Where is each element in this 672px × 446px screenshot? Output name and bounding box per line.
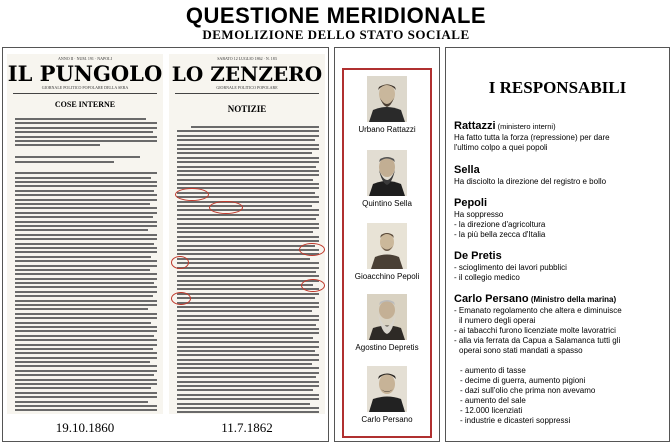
highlight-circle-persano-2	[171, 292, 191, 305]
entry-line: Ha soppresso	[454, 210, 504, 219]
highlight-circle-depretis-2	[171, 256, 189, 269]
rattazzi-picture	[367, 76, 407, 122]
entry-persano	[454, 293, 669, 426]
newspaper-zenzero: SABATO 12 LUGLIO 1862 · N. 183 LO ZENZERO GIORNALE POLITICO POPOLARE NOTIZIE	[169, 54, 325, 414]
section-zenzero: NOTIZIE	[227, 104, 267, 114]
persano-picture	[367, 366, 407, 412]
entry-name: Rattazzi	[454, 120, 496, 132]
entry-line: - aumento di tasse	[460, 366, 526, 375]
entry-line: - dazi sull'olio che prima non avevamo	[460, 386, 596, 395]
portrait-rattazzi	[344, 76, 430, 134]
entry-line: - 12.000 licenziati	[460, 406, 523, 415]
depretis-picture	[367, 294, 407, 340]
newspapers-panel	[2, 47, 329, 442]
entry-line: - aumento del sale	[460, 396, 526, 405]
entry-line: - la più bella zecca d'Italia	[454, 230, 546, 239]
portraits-frame	[342, 68, 432, 438]
entry-line: - il collegio medico	[454, 273, 520, 282]
portrait-name: Quintino Sella	[362, 199, 412, 208]
entry-pepoli	[454, 197, 669, 240]
entry-line: - scioglimento dei lavori pubblici	[454, 263, 567, 272]
entry-name: De Pretis	[454, 250, 502, 262]
tagline-zenzero: GIORNALE POLITICO POPOLARE	[216, 85, 278, 90]
portrait-name: Carlo Persano	[361, 415, 413, 424]
responsabili-title: I RESPONSABILI	[488, 78, 627, 97]
sub-title: DEMOLIZIONE DELLO STATO SOCIALE	[202, 27, 470, 42]
portrait-name: Urbano Rattazzi	[358, 125, 416, 134]
entry-name: Pepoli	[454, 197, 488, 209]
portraits-panel	[334, 47, 440, 442]
sella-picture	[367, 150, 407, 196]
entry-name: Sella	[454, 164, 480, 176]
entry-line: - decime di guerra, aumento pigioni	[460, 376, 586, 385]
section-pungolo: COSE INTERNE	[54, 100, 116, 109]
entry-line: - ai tabacchi furono licenziate molte lavoratrici	[454, 326, 616, 335]
portrait-depretis	[344, 294, 430, 352]
article-text-pungolo	[15, 118, 157, 414]
portrait-persano	[344, 366, 430, 424]
tagline-pungolo: GIORNALE POLITICO POPOLARE DELLA SERA	[41, 85, 129, 90]
highlight-circle-depretis-1	[299, 243, 325, 256]
entry-line: Ha disciolto la direzione del registro e bollo	[454, 177, 607, 186]
pepoli-picture	[367, 223, 407, 269]
masthead-pungolo: IL PUNGOLO	[7, 61, 163, 86]
entry-line: - alla via ferrata da Capua a Salamanca tutti gli	[454, 336, 621, 345]
entry-line: - la direzione d'agricoltura	[454, 220, 546, 229]
entry-note: (ministero interni)	[495, 122, 556, 131]
responsabili-panel	[445, 47, 670, 442]
portrait-sella	[344, 150, 430, 208]
highlight-circle-pepoli	[209, 201, 243, 214]
entry-line	[454, 356, 669, 366]
portrait-name: Agostino Depretis	[355, 343, 419, 352]
newspaper-pungolo: ANNO II · NUM. 191 · NAPOLI IL PUNGOLO GIORNALE POLITICO POPOLARE DELLA SERA COSE INTERNE	[7, 54, 163, 414]
entry-line: Ha fatto tutta la forza (repressione) per dare	[454, 133, 610, 142]
entry-line: il numero degli operai	[459, 316, 536, 325]
portrait-name: Gioacchino Pepoli	[354, 272, 420, 281]
highlight-circle-sella	[175, 188, 209, 201]
entry-line: - industrie e dicasteri soppressi	[460, 416, 571, 425]
entry-line: - Emanato regolamento che altera e diminuisce	[454, 306, 622, 315]
entry-depretis	[454, 250, 669, 283]
article-text-zenzero	[177, 126, 319, 414]
entry-name: Carlo Persano	[454, 293, 529, 305]
entry-line: operai sono stati mandati a spasso	[459, 346, 583, 355]
entry-rattazzi	[454, 120, 669, 153]
masthead-zenzero: LO ZENZERO	[171, 62, 323, 86]
highlight-circle-persano-1	[301, 279, 325, 292]
entry-line: l'ultimo colpo a quei popoli	[454, 143, 548, 152]
date-pungolo: 19.10.1860	[55, 420, 115, 435]
main-title: QUESTIONE MERIDIONALE	[185, 3, 487, 28]
portrait-pepoli	[344, 223, 430, 281]
date-zenzero: 11.7.1862	[221, 420, 273, 435]
entry-sella	[454, 164, 669, 187]
entry-note: (Ministro della marina)	[528, 295, 617, 304]
